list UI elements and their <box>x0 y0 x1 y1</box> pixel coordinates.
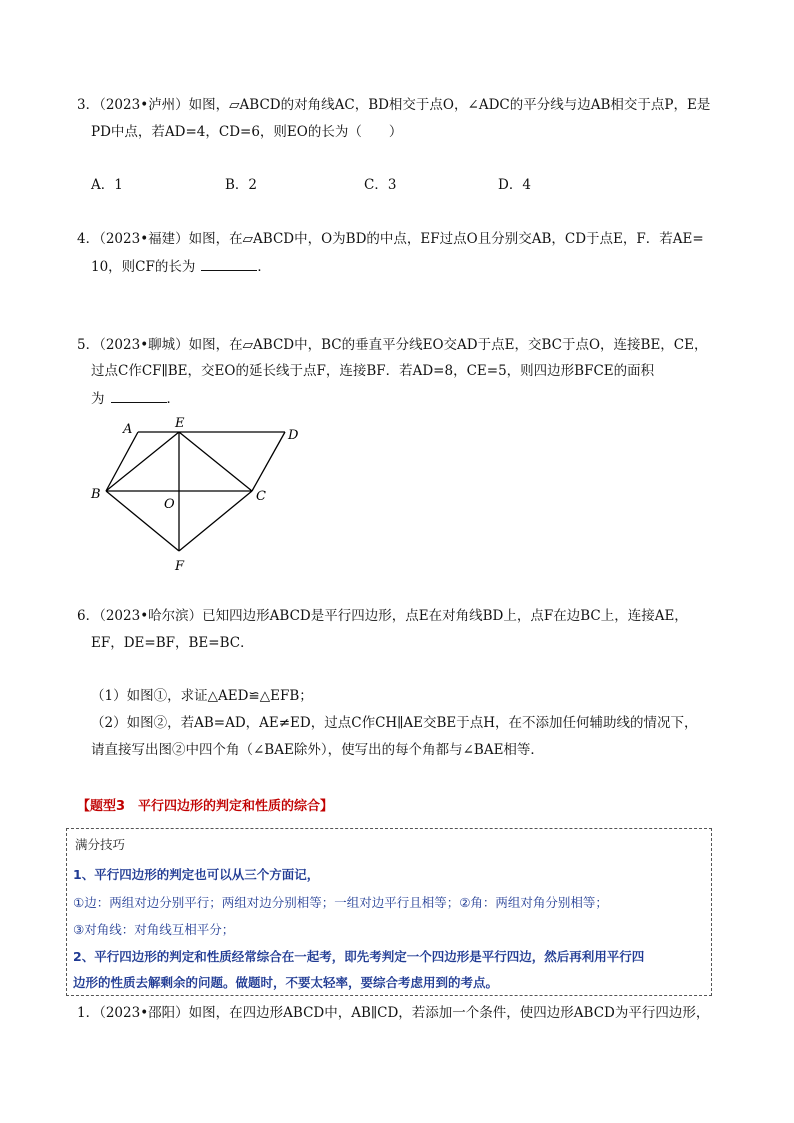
label-e: E <box>175 416 185 431</box>
q5-line3 <box>91 388 180 409</box>
tips-line-2: ①边：两组对边分别平行；两组对边分别相等；一组对边平行且相等；②角：两组对角分别相等； <box>73 895 608 910</box>
q3-line1: 3．（2023•泸州）如图，▱ABCD的对角线AC，BD相交于点O，∠ADC的平分线与边AB相交于点P，E是 <box>77 97 711 113</box>
q4-answer-blank[interactable] <box>201 256 257 271</box>
q3-option-c: C．3 <box>364 177 397 193</box>
segment-ce <box>179 432 252 491</box>
q6-line2: EF，DE=BF，BE=BC． <box>91 635 254 651</box>
segment-ab <box>106 432 138 491</box>
label-a: A <box>123 422 133 437</box>
label-o: O <box>164 497 175 512</box>
label-b: B <box>91 487 101 502</box>
q5-line2: 过点C作CF∥BE，交EO的延长线于点F，连接BF．若AD=8，CE=5，则四边形BFCE的面积 <box>91 363 655 379</box>
q5-answer-blank[interactable] <box>111 388 167 403</box>
label-f: F <box>175 559 185 574</box>
segment-dc <box>252 432 285 491</box>
q3-option-a: A．1 <box>91 177 123 193</box>
q5-line3-text: 为 <box>91 391 105 407</box>
q5-figure <box>80 410 320 580</box>
q6-line1: 6．（2023•哈尔滨）已知四边形ABCD是平行四边形，点E在对角线BD上，点F在边BC上，连接AE， <box>77 608 688 624</box>
q4-line2-end: ． <box>257 259 271 275</box>
segment-cf <box>179 491 252 551</box>
tips-line-4: 2、平行四边形的判定和性质经常综合在一起考，即先考判定一个四边形是平行四边，然后再利用平行四 <box>73 949 645 964</box>
q4-line2 <box>91 256 271 277</box>
section-title: 【题型3 平行四边形的判定和性质的综合】 <box>77 799 334 814</box>
q4-line2-text: 10，则CF的长为 <box>91 259 196 275</box>
q5-line3-end: ． <box>166 391 180 407</box>
tips-heading: 满分技巧 <box>75 837 126 852</box>
tips-line-5: 边形的性质去解剩余的问题。做题时，不要太轻率，要综合考虑用到的考点。 <box>73 975 499 990</box>
q6-sub1: （1）如图①，求证△AED≌△EFB； <box>91 688 313 704</box>
q4-line1: 4．（2023•福建）如图，在▱ABCD中，O为BD的中点，EF过点O且分别交AB，CD于点E，F．若AE= <box>77 231 704 247</box>
tips-line-3: ③对角线：对角线互相平分； <box>73 922 235 937</box>
q3-option-d: D．4 <box>498 177 531 193</box>
tips-line-1: 1、平行四边形的判定也可以从三个方面记， <box>73 867 320 882</box>
q5-line1: 5．（2023•聊城）如图，在▱ABCD中，BC的垂直平分线EO交AD于点E，交BC于点O，连接BE，CE， <box>77 337 708 353</box>
segment-be <box>106 432 179 491</box>
tips-box <box>66 828 712 996</box>
q6-sub2: （2）如图②，若AB=AD，AE≠ED，过点C作CH∥AE交BE于点H，在不添加任何辅助线的情况下， <box>91 715 698 731</box>
label-c: C <box>256 489 266 504</box>
label-d: D <box>288 428 299 443</box>
q6-sub3: 请直接写出图②中四个角（∠BAE除外），使写出的每个角都与∠BAE相等． <box>91 742 544 758</box>
q1-line1: 1．（2023•邵阳）如图，在四边形ABCD中，AB∥CD，若添加一个条件，使四边形ABCD为平行四边形， <box>77 1005 710 1021</box>
q3-option-b: B．2 <box>225 177 258 193</box>
q3-line2: PD中点，若AD=4，CD=6，则EO的长为（ ） <box>91 124 403 140</box>
